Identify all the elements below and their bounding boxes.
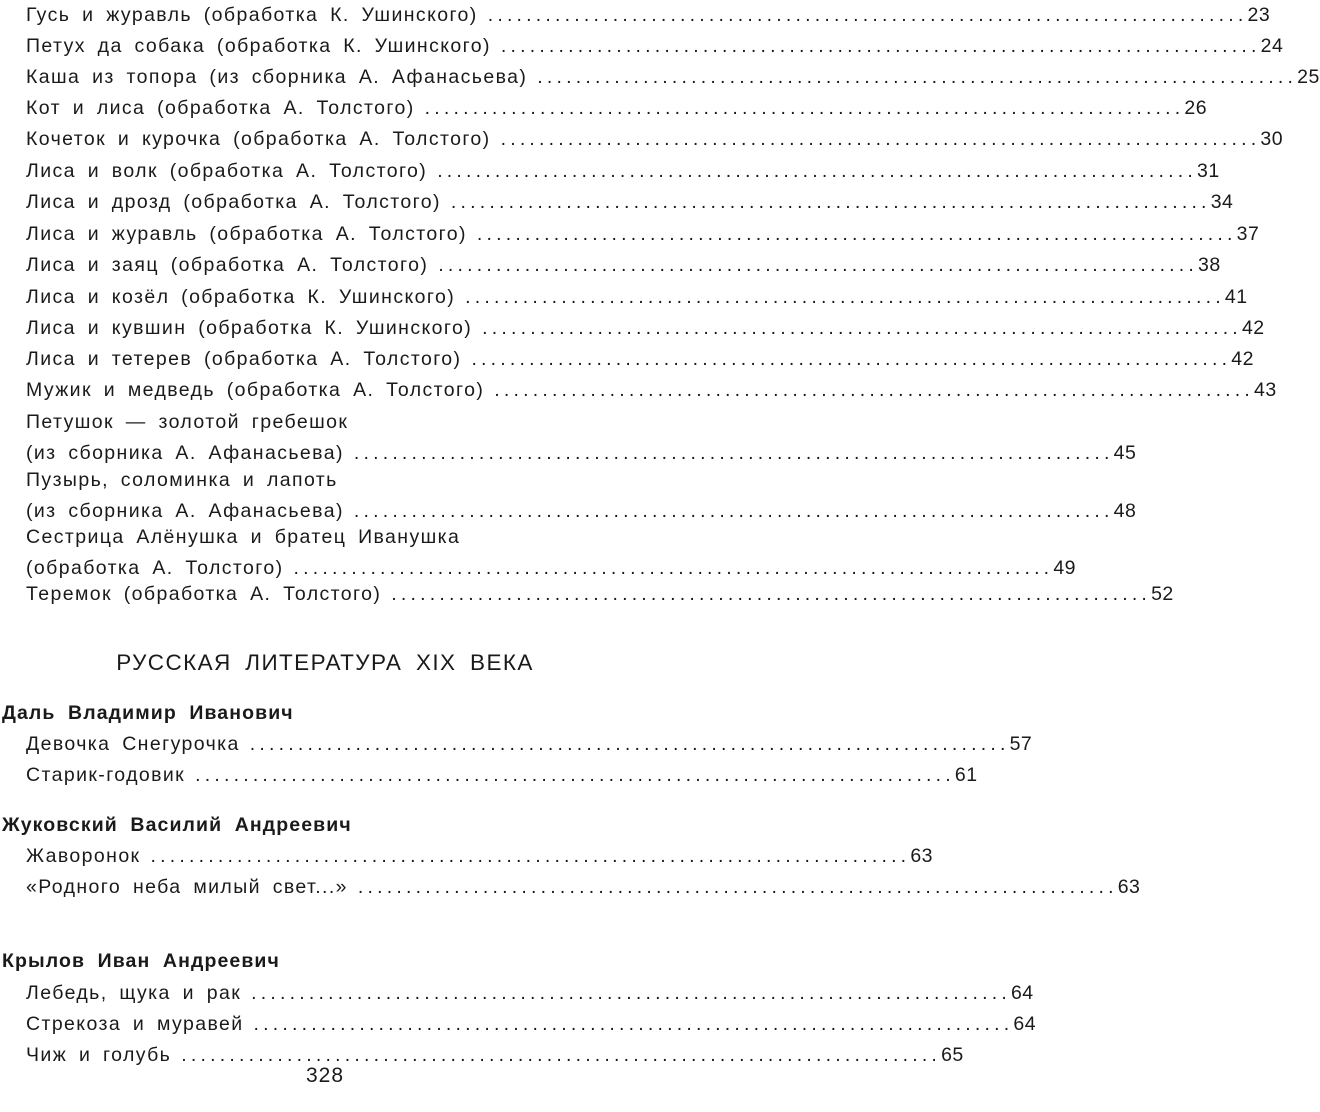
toc-entry (26, 62, 1320, 93)
entry-page-number: 26 (1184, 97, 1208, 119)
toc-entry (26, 760, 978, 791)
entry-page-number: 63 (910, 845, 934, 867)
entry-title: Лиса и дрозд (обработка А. Толстого) (26, 191, 441, 213)
leader-dots: ............................................................................... (150, 845, 911, 867)
entry-title: (обработка А. Толстого) (26, 557, 284, 579)
entry-title: Каша из топора (из сборника А. Афанасьева) (26, 66, 528, 88)
leader-dots: ............................................................................... (253, 1013, 1014, 1035)
toc-entry (26, 978, 1034, 1009)
author-name: Даль Владимир Иванович (2, 702, 294, 724)
entry-page-number: 41 (1224, 286, 1248, 308)
toc-entry (26, 1009, 1037, 1040)
leader-dots: ............................................................................... (357, 876, 1118, 898)
toc-entry (26, 124, 1284, 155)
toc-entry (26, 156, 1220, 187)
entry-page-number: 63 (1117, 876, 1141, 898)
entry-title: Чиж и голубь (26, 1044, 172, 1066)
entry-page-number: 64 (1010, 982, 1034, 1004)
entry-page-number: 64 (1013, 1013, 1037, 1035)
entry-page-number: 25 (1297, 66, 1320, 88)
leader-dots: ............................................................................... (487, 4, 1248, 26)
entry-title: Кочеток и курочка (обработка А. Толстого) (26, 128, 491, 150)
leader-dots: ............................................................................... (494, 379, 1255, 401)
author-name: Жуковский Василий Андреевич (2, 814, 352, 836)
entry-page-number: 38 (1198, 254, 1221, 276)
leader-dots: ............................................................................... (251, 982, 1011, 1004)
entry-title: «Родного неба милый свет...» (26, 876, 348, 898)
entry-title: Стрекоза и муравей (26, 1013, 244, 1035)
entry-page-number: 30 (1260, 128, 1284, 150)
leader-dots: ............................................................................... (465, 286, 1225, 308)
entry-title: Лиса и заяц (обработка А. Толстого) (26, 254, 429, 276)
entry-page-number: 52 (1151, 583, 1174, 605)
section-heading: РУССКАЯ ЛИТЕРАТУРА XIX ВЕКА (116, 650, 534, 675)
leader-dots: ............................................................................... (353, 442, 1114, 464)
toc-entry (26, 282, 1248, 313)
leader-dots: ............................................................................... (181, 1044, 942, 1066)
toc-entry (26, 872, 1141, 903)
entry-page-number: 37 (1236, 223, 1260, 245)
entry-page-number: 45 (1113, 442, 1137, 464)
leader-dots: ............................................................................... (476, 223, 1237, 245)
entry-title: Петух да собака (обработка К. Ушинского) (26, 35, 491, 57)
leader-dots: ............................................................................... (424, 97, 1185, 119)
entry-title: Кот и лиса (обработка А. Толстого) (26, 97, 415, 119)
entry-page-number: 34 (1210, 191, 1234, 213)
toc-entry (26, 375, 1277, 406)
entry-title: Гусь и журавль (обработка К. Ушинского) (26, 4, 478, 26)
leader-dots: ............................................................................... (500, 35, 1261, 57)
entry-title: Мужик и медведь (обработка А. Толстого) (26, 379, 485, 401)
toc-entry (26, 313, 1265, 344)
entry-title: Старик-годовик (26, 764, 186, 786)
leader-dots: ............................................................................... (293, 557, 1054, 579)
toc-entry (26, 465, 1137, 527)
toc-entry (26, 841, 934, 872)
toc-entry (26, 407, 1137, 469)
toc-entry (26, 579, 1174, 610)
leader-dots: ............................................................................... (437, 160, 1197, 182)
toc-entry (26, 187, 1234, 218)
leader-dots: ............................................................................... (482, 317, 1242, 339)
toc-entry (26, 522, 1077, 584)
entry-title: (из сборника А. Афанасьева) (26, 442, 344, 464)
entry-page-number: 24 (1260, 35, 1284, 57)
entry-title: Лебедь, щука и рак (26, 982, 242, 1004)
entry-title: (из сборника А. Афанасьева) (26, 500, 344, 522)
leader-dots: ............................................................................... (438, 254, 1199, 276)
leader-dots: ............................................................................... (500, 128, 1261, 150)
entry-title: Лиса и кувшин (обработка К. Ушинского) (26, 317, 473, 339)
leader-dots: ............................................................................... (195, 764, 955, 786)
entry-page-number: 31 (1197, 160, 1220, 182)
toc-entry (26, 250, 1221, 281)
toc-entry (26, 0, 1271, 31)
entry-page-number: 57 (1009, 733, 1033, 755)
entry-page-number: 42 (1231, 348, 1254, 370)
toc-entry (26, 93, 1208, 124)
toc-entry (26, 344, 1254, 375)
entry-page-number: 42 (1241, 317, 1265, 339)
entry-title: Лиса и козёл (обработка К. Ушинского) (26, 286, 456, 308)
entry-title-line: Пузырь, соломинка и лапоть (26, 469, 338, 491)
entry-page-number: 49 (1053, 557, 1077, 579)
entry-page-number: 43 (1254, 379, 1277, 401)
entry-title: Лиса и журавль (обработка А. Толстого) (26, 223, 467, 245)
leader-dots: ............................................................................... (391, 583, 1152, 605)
entry-page-number: 61 (954, 764, 978, 786)
leader-dots: ............................................................................... (537, 66, 1298, 88)
page-number: 328 (305, 1064, 345, 1087)
toc-entry (26, 219, 1260, 250)
leader-dots: ............................................................................... (450, 191, 1211, 213)
entry-page-number: 65 (941, 1044, 964, 1066)
author-name: Крылов Иван Андреевич (2, 950, 280, 972)
entry-title-line: Петушок — золотой гребешок (26, 411, 349, 433)
entry-title: Девочка Снегурочка (26, 733, 240, 755)
entry-title: Теремок (обработка А. Толстого) (26, 583, 382, 605)
entry-title: Лиса и волк (обработка А. Толстого) (26, 160, 428, 182)
toc-entry (26, 31, 1284, 62)
leader-dots: ............................................................................... (471, 348, 1232, 370)
toc-entry (26, 729, 1033, 760)
leader-dots: ............................................................................... (353, 500, 1114, 522)
entry-title-line: Сестрица Алёнушка и братец Иванушка (26, 526, 461, 548)
entry-title: Лиса и тетерев (обработка А. Толстого) (26, 348, 462, 370)
entry-title: Жаворонок (26, 845, 141, 867)
entry-page-number: 48 (1113, 500, 1137, 522)
leader-dots: ............................................................................... (249, 733, 1010, 755)
entry-page-number: 23 (1247, 4, 1271, 26)
